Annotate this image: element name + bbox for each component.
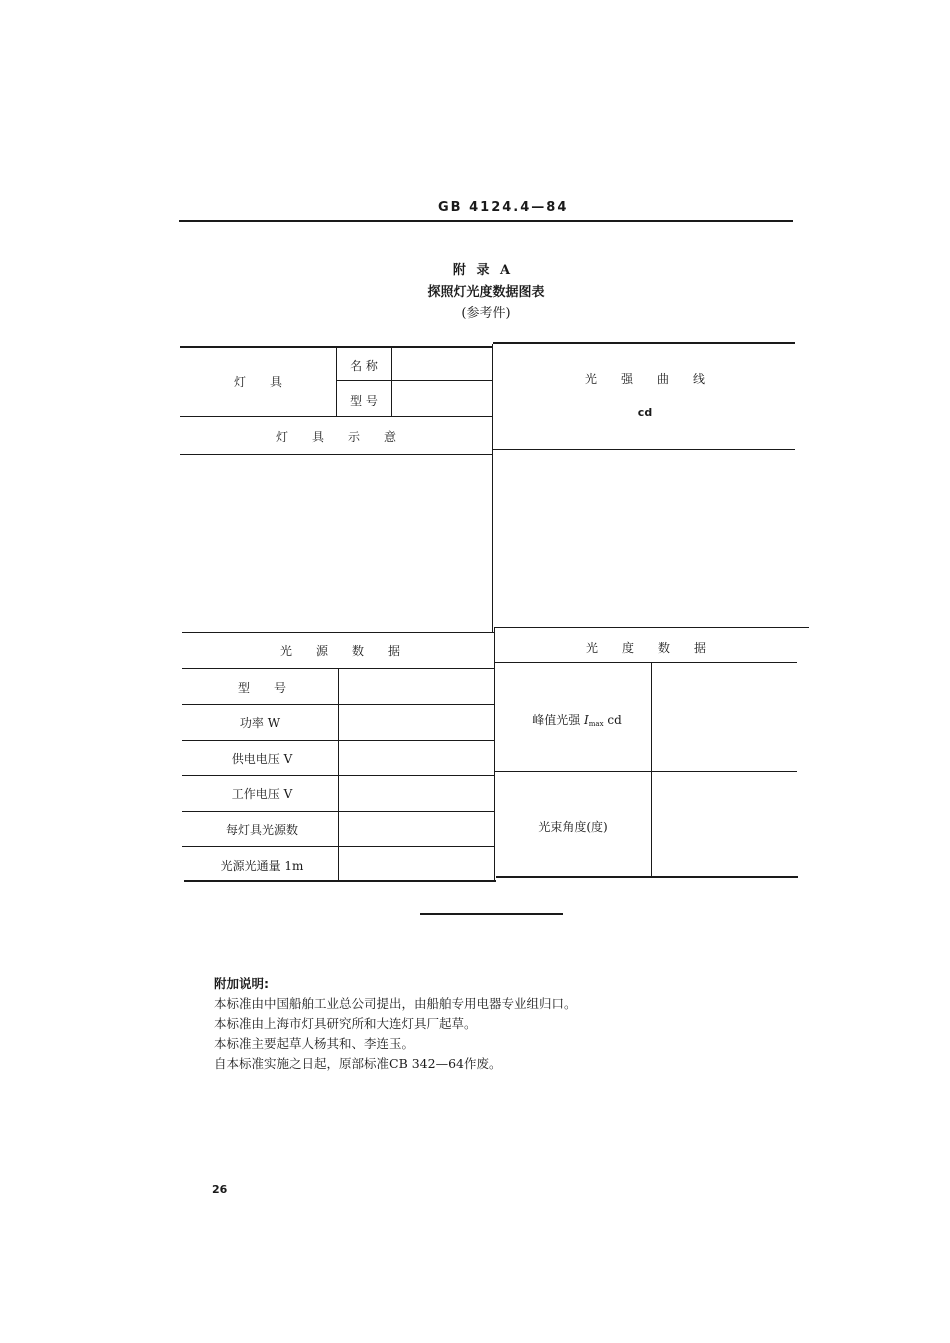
rule — [336, 347, 337, 416]
peak-intensity-symbol: I — [584, 713, 589, 727]
rule — [336, 380, 493, 381]
peak-intensity-subscript: max — [588, 720, 604, 728]
source-value-field[interactable] — [340, 813, 493, 845]
name-value-field[interactable] — [393, 349, 491, 379]
note-line: 本标准由中国船舶工业总公司提出，由船舶专用电器专业组归口。 — [214, 996, 577, 1011]
rule — [391, 347, 392, 416]
peak-intensity-unit: cd — [603, 713, 622, 727]
page-number: 26 — [212, 1183, 228, 1196]
name-label: 名 称 — [350, 359, 378, 373]
source-data-header: 光 源 数 据 — [279, 644, 401, 658]
source-row-label: 功率 W — [239, 716, 281, 730]
intensity-curve-label: 光 强 曲 线 — [584, 372, 706, 386]
source-value-field[interactable] — [340, 848, 493, 879]
rule — [494, 627, 495, 880]
source-row-label: 每灯具光源数 — [225, 823, 299, 837]
lamp-label: 灯 具 — [233, 375, 283, 389]
note-line: 本标准主要起草人杨其和、李连玉。 — [214, 1036, 415, 1051]
additional-notes — [214, 974, 577, 1074]
rule — [651, 662, 652, 877]
note-line: 自本标准实施之日起，原部标准CB 342—64作废。 — [214, 1056, 502, 1071]
appendix-title: 探照灯光度数据图表 — [427, 285, 545, 300]
peak-intensity-label — [532, 711, 622, 728]
rule — [182, 632, 494, 633]
source-value-field[interactable] — [340, 706, 493, 739]
rule — [493, 449, 795, 450]
model-value-field[interactable] — [393, 382, 491, 415]
rule — [494, 627, 809, 628]
rule — [494, 771, 797, 772]
source-value-field[interactable] — [340, 670, 493, 703]
appendix-note: (参考件) — [461, 306, 511, 321]
notes-heading: 附加说明: — [214, 976, 269, 991]
beam-angle-label: 光束角度(度) — [538, 820, 608, 834]
source-row-label: 光源光通量 1m — [220, 859, 304, 873]
rule — [184, 880, 496, 882]
intensity-curve-area[interactable] — [494, 451, 794, 627]
source-row-label: 型 号 — [237, 681, 287, 695]
rule — [180, 416, 493, 417]
rule — [492, 344, 493, 632]
rule — [180, 454, 493, 455]
peak-intensity-value-field[interactable] — [653, 664, 796, 770]
beam-angle-value-field[interactable] — [653, 773, 796, 875]
source-value-field[interactable] — [340, 777, 493, 810]
source-row-label: 供电电压 V — [231, 752, 293, 766]
header-rule — [179, 220, 793, 222]
source-value-field[interactable] — [340, 742, 493, 774]
source-row-label: 工作电压 V — [231, 787, 293, 801]
model-label: 型 号 — [350, 394, 378, 408]
cd-unit-label: cd — [637, 406, 653, 419]
standard-code: GB 4124.4—84 — [438, 200, 569, 215]
appendix-label: 附 录 A — [452, 263, 514, 278]
rule — [494, 662, 797, 663]
photometric-data-header: 光 度 数 据 — [585, 641, 707, 655]
lamp-sketch-area[interactable] — [181, 456, 491, 630]
rule — [493, 342, 795, 344]
rule — [338, 668, 339, 881]
rule — [496, 876, 798, 878]
lamp-sketch-label: 灯 具 示 意 — [275, 430, 397, 444]
peak-intensity-prefix: 峰值光强 — [532, 713, 585, 727]
note-line: 本标准由上海市灯具研究所和大连灯具厂起草。 — [214, 1016, 477, 1031]
end-rule — [420, 913, 563, 915]
